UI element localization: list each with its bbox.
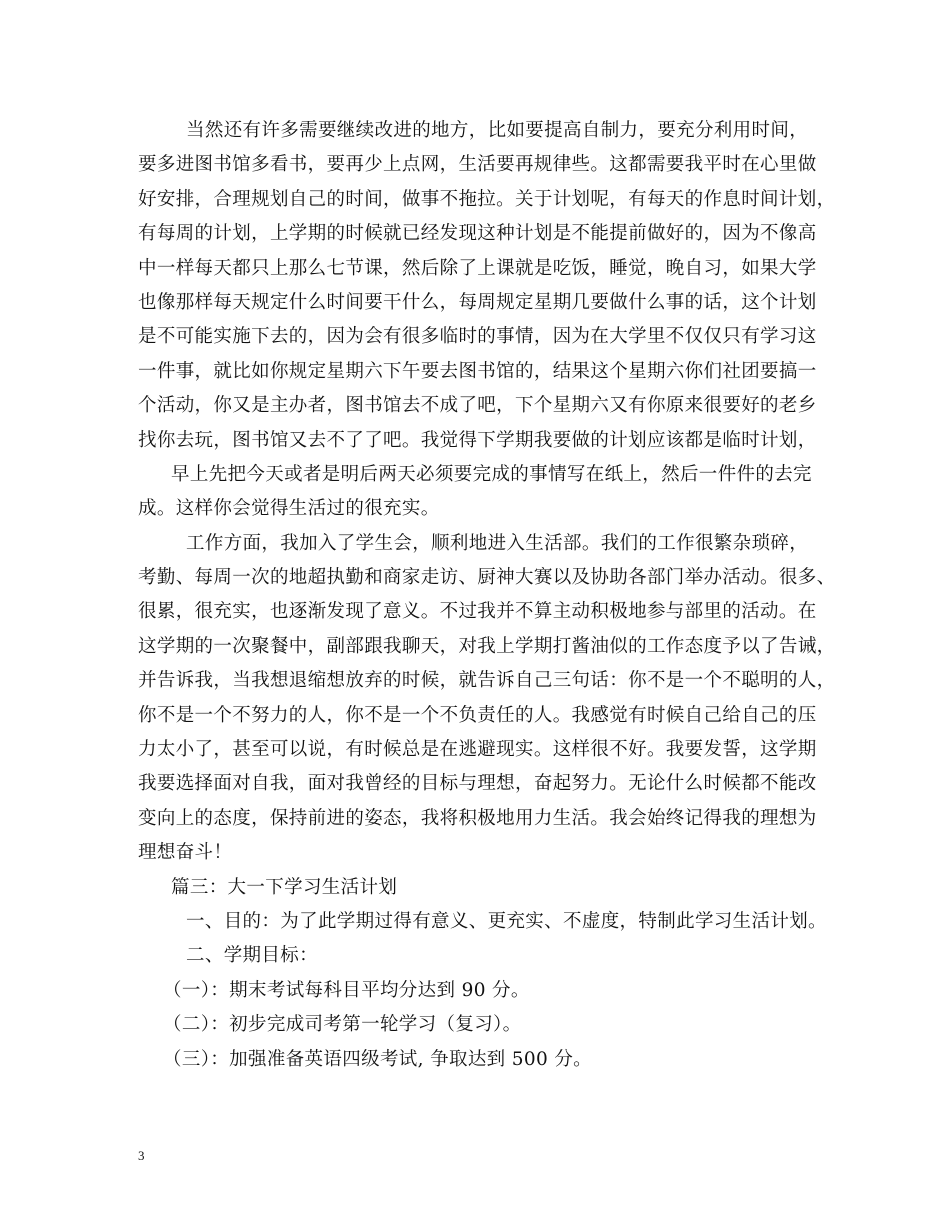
text-line: 考勤、每周一次的地超执勤和商家走访、厨神大赛以及协助各部门举办活动。很多、 <box>138 567 836 589</box>
list-item: （三）：加强准备英语四级考试, 争取达到 500 分。 <box>163 1048 593 1070</box>
text-line: 有每周的计划，上学期的时候就已经发现这种计划是不能提前做好的，因为不像高 <box>138 223 817 245</box>
text-line: 变向上的态度，保持前进的姿态，我将积极地用力生活。我会始终记得我的理想为 <box>138 807 817 829</box>
text-line: 成。这样你会觉得生活过的很充实。 <box>138 498 440 520</box>
text-line: 二、学期目标： <box>186 945 318 967</box>
text-line: 中一样每天都只上那么七节课，然后除了上课就是吃饭，睡觉，晚自习，如果大学 <box>138 257 817 279</box>
text-line: 并告诉我，当我想退缩想放弃的时候，就告诉自己三句话：你不是一个不聪明的人， <box>138 670 836 692</box>
body-text <box>138 114 836 1077</box>
text-line: 要多进图书馆多看书，要再少上点网，生活要再规律些。这都需要我平时在心里做 <box>138 154 817 176</box>
text-line: 力太小了，甚至可以说，有时候总是在逃避现实。这样很不好。我要发誓，这学期 <box>138 739 817 761</box>
text-line: 这学期的一次聚餐中，副部跟我聊天，对我上学期打酱油似的工作态度予以了告诫， <box>138 635 836 657</box>
text-line: 找你去玩，图书馆又去不了了吧。我觉得下学期我要做的计划应该都是临时计划， <box>138 429 817 451</box>
text-line: 是不可能实施下去的，因为会有很多临时的事情，因为在大学里不仅仅只有学习这 <box>138 326 817 348</box>
text-line: 很累，很充实，也逐渐发现了意义。不过我并不算主动积极地参与部里的活动。在 <box>138 601 817 623</box>
text-line: 好安排，合理规划自己的时间，做事不拖拉。关于计划呢，有每天的作息时间计划， <box>138 188 836 210</box>
text-line: 早上先把今天或者是明后两天必须要完成的事情写在纸上，然后一件件的去完 <box>171 463 812 485</box>
text-line: 我要选择面对自我，面对我曾经的目标与理想，奋起努力。无论什么时候都不能改 <box>138 773 817 795</box>
page-number: 3 <box>138 1148 145 1163</box>
text-line: 理想奋斗！ <box>138 842 233 864</box>
text-line: 个活动，你又是主办者，图书馆去不成了吧，下个星期六又有你原来很要好的老乡 <box>138 395 817 417</box>
text-line: 你不是一个不努力的人，你不是一个不负责任的人。我感觉有时候自己给自己的压 <box>138 704 817 726</box>
section-heading: 篇三：大一下学习生活计划 <box>171 876 398 898</box>
list-item: （二）：初步完成司考第一轮学习（复习）。 <box>163 1014 522 1036</box>
text-line: 一件事，就比如你规定星期六下午要去图书馆的，结果这个星期六你们社团要搞一 <box>138 360 817 382</box>
text-line: 一、目的：为了此学期过得有意义、更充实、不虚度，特制此学习生活计划。 <box>186 910 827 932</box>
text-line: 当然还有许多需要继续改进的地方，比如要提高自制力，要充分利用时间， <box>186 120 809 141</box>
list-item: （一）：期末考试每科目平均分达到 90 分。 <box>163 979 530 1001</box>
text-line: 工作方面，我加入了学生会，顺利地进入生活部。我们的工作很繁杂琐碎， <box>186 532 809 554</box>
text-line: 也像那样每天规定什么时间要干什么，每周规定星期几要做什么事的话，这个计划 <box>138 291 817 313</box>
